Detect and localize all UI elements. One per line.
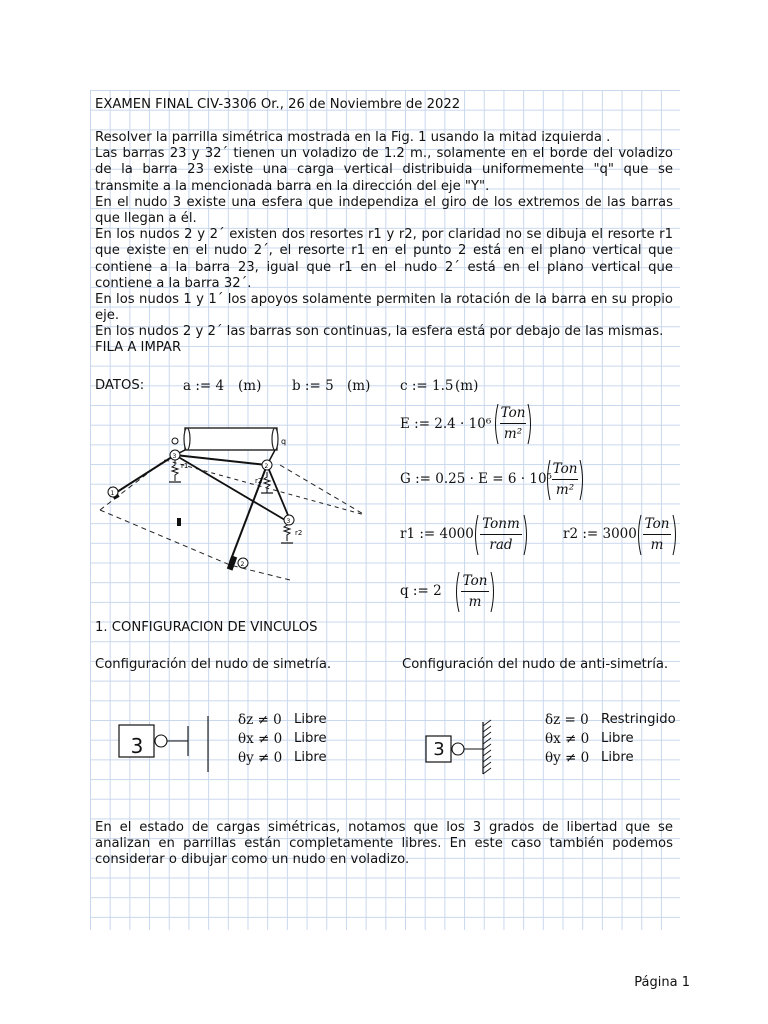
sym-state-tx: Libre	[294, 731, 327, 746]
intro-line-6: En los nudos 2 y 2´ las barras son continuas, la esfera está por debajo de las mismas.	[95, 324, 664, 340]
anti-state-dz: Restringido	[601, 712, 676, 727]
g-unit-den: m²	[555, 482, 575, 498]
label-node-3-prime: 3	[286, 518, 291, 525]
conclusion-paragraph: En el estado de cargas simétricas, notamos que los 3 grados de libertad que se analizan en parrillas están completamente libres. En este caso también podemos considerar o dibujar como un nudo en voladizo.	[95, 820, 673, 868]
var-a-unit: (m)	[238, 378, 262, 394]
label-node-1: 1	[110, 490, 115, 497]
load-box	[185, 428, 277, 450]
intro-line-5: En los nudos 1 y 1´ los apoyos solamente permiten la rotación de la barra en su propio eje.	[95, 292, 673, 324]
intro-line-3: En el nudo 3 existe una esfera que independiza el giro de los extremos de las barras que llegan a él.	[95, 194, 673, 227]
r1-unit-fraction	[474, 513, 528, 557]
antisymmetry-node-label: 3	[433, 739, 445, 760]
problem-statement	[95, 130, 673, 341]
r1-unit-num: Tonm	[482, 516, 520, 532]
intro-line-4: En los nudos 2 y 2´ existen dos resortes r1 y r2, por claridad no se dibuja el resorte r1 que existe en el nudo 2´, el resorte r1 en el punto 2 está en el plano vertical que contiene a la barra 23, igual que r1 en el nudo 2´ está en el plano vertical que contiene a la barra 32´.	[95, 227, 673, 291]
anti-expr-ty: θy ≠ 0	[545, 750, 590, 766]
var-r2: r2 := 3000	[563, 526, 637, 542]
q-unit-num: Ton	[462, 573, 488, 589]
var-e: E := 2.4 · 10⁶	[400, 416, 492, 432]
antisymmetry-title: Configuración del nudo de anti-simetría.	[402, 657, 669, 672]
e-unit-num: Ton	[500, 405, 526, 421]
sym-state-ty: Libre	[294, 750, 327, 765]
r1-unit-den: rad	[489, 537, 513, 553]
g-unit-fraction	[546, 458, 584, 502]
section-1-title: 1. CONFIGURACION DE VINCULOS	[95, 620, 318, 635]
sym-expr-dz: δz ≠ 0	[238, 712, 282, 728]
symmetry-title: Configuración del nudo de simetría.	[95, 657, 332, 672]
anti-state-ty: Libre	[601, 750, 634, 765]
var-c-unit: (m)	[455, 378, 479, 394]
exam-header: EXAMEN FINAL CIV-3306 Or., 26 de Noviembre de 2022	[95, 97, 461, 112]
sym-expr-tx: θx ≠ 0	[238, 731, 283, 747]
var-a: a := 4	[183, 378, 225, 394]
intro-line-2: Las barras 23 y 32´ tienen un voladizo de 1.2 m., solamente en el borde del voladizo de la barra 23 existe una carga vertical distribuida uniformemente "q" que se transmite a la mencionada barra en la dirección del eje "Y".	[95, 146, 673, 194]
q-unit-den: m	[468, 594, 482, 610]
label-node-2: 2	[264, 463, 269, 470]
sym-state-dz: Libre	[294, 712, 327, 727]
label-r1: r1	[181, 462, 189, 470]
anti-state-tx: Libre	[601, 731, 634, 746]
label-node-2-prime: 2	[240, 561, 245, 568]
var-q: q := 2	[400, 583, 442, 599]
fila-label: FILA A IMPAR	[95, 340, 182, 355]
var-b-unit: (m)	[347, 378, 371, 394]
q-unit-fraction	[455, 570, 495, 614]
var-b: b := 5	[292, 378, 334, 394]
var-c: c := 1.5	[400, 378, 454, 394]
r2-unit-num: Ton	[644, 516, 670, 532]
label-r2-bottom: r2	[295, 529, 303, 537]
datos-label: DATOS:	[95, 378, 145, 393]
page-number: Página 1	[634, 975, 690, 990]
var-g: G := 0.25 · E = 6 · 10⁵	[400, 471, 552, 487]
e-unit-den: m²	[503, 426, 523, 442]
label-r2-top: r2	[255, 477, 263, 485]
intro-line-1: Resolver la parrilla simétrica mostrada en la Fig. 1 usando la mitad izquierda .	[95, 130, 611, 145]
symmetry-node-label: 3	[130, 734, 144, 758]
anti-expr-dz: δz = 0	[545, 712, 589, 728]
r2-unit-den: m	[650, 537, 664, 553]
e-unit-fraction	[494, 402, 532, 446]
var-r1: r1 := 4000	[400, 526, 474, 542]
g-unit-num: Ton	[552, 461, 578, 477]
r2-unit-fraction	[637, 513, 677, 557]
anti-expr-tx: θx ≠ 0	[545, 731, 590, 747]
label-node-3: 3	[172, 453, 177, 460]
sym-expr-ty: θy ≠ 0	[238, 750, 283, 766]
grid-structure-figure	[95, 420, 385, 595]
label-q: q	[281, 437, 287, 446]
